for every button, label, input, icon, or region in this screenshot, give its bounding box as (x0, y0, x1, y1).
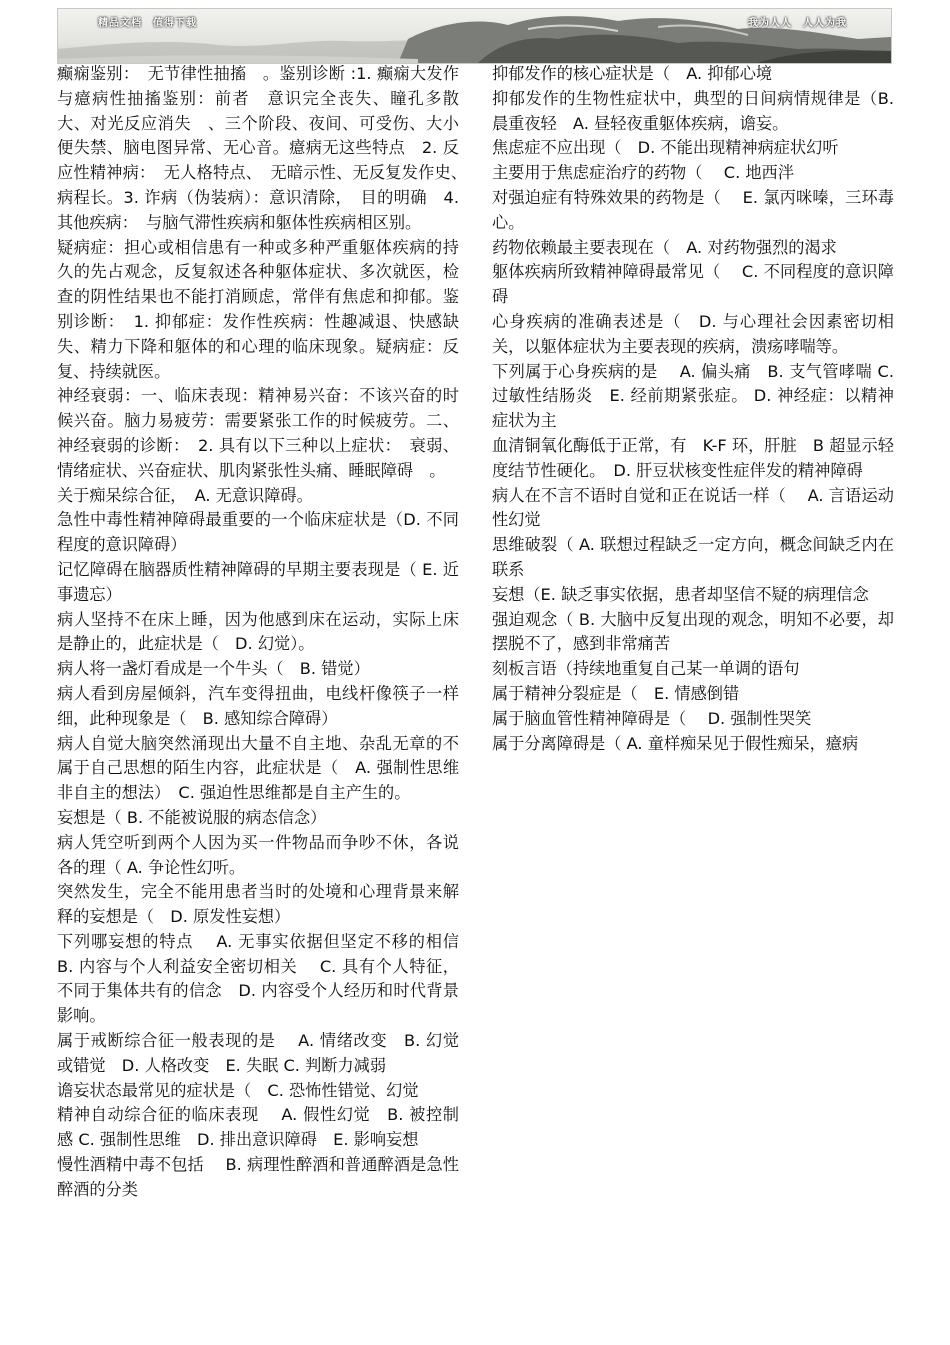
paragraph: 抑郁发作的生物性症状中，典型的日间病情规律是（B. 晨重夜轻 A. 昼轻夜重躯体疾病，谵妄。 (492, 88, 894, 133)
paragraph: 病人坚持不在床上睡，因为他感到床在运动，实际上床是静止的，此症状是（ D. 幻觉）。 (57, 609, 459, 654)
paragraph: 妄想（E. 缺乏事实依据，患者却坚信不疑的病理信念 (492, 584, 869, 604)
paragraph: 主要用于焦虑症治疗的药物（ C. 地西泮 (492, 163, 794, 183)
paragraph: 对强迫症有特殊效果的药物是（ E. 氯丙咪嗪，三环毒心。 (492, 187, 894, 232)
paragraph: 强迫观念（ B. 大脑中反复出现的观念，明知不必要，却摆脱不了，感到非常痛苦 (492, 609, 894, 654)
header-left-text: 精品文档 值得下载 (98, 18, 197, 29)
paragraph: 突然发生，完全不能用患者当时的处境和心理背景来解释的妄想是（ D. 原发性妄想） (57, 882, 459, 927)
paragraph: 关于痴呆综合征， A. 无意识障碍。 (57, 485, 313, 505)
paragraph: 急性中毒性精神障碍最重要的一个临床症状是（D. 不同程度的意识障碍） (57, 510, 459, 555)
paragraph: 刻板言语（持续地重复自己某一单调的语句 (492, 659, 800, 679)
left-column (57, 62, 476, 1203)
paragraph: 病人在不言不语时自觉和正在说话一样（ A. 言语运动性幻觉 (492, 485, 894, 530)
paragraph: 心身疾病的准确表述是（ D. 与心理社会因素密切相关，以躯体症状为主要表现的疾病，溃疡哮喘等。 (492, 311, 894, 356)
header-right-text: 我为人人 人人为我 (748, 18, 847, 29)
paragraph: 记忆障碍在脑器质性精神障碍的早期主要表现是（ E. 近事遗忘） (57, 559, 459, 604)
paragraph: 思维破裂（ A. 联想过程缺乏一定方向，概念间缺乏内在联系 (492, 535, 894, 579)
paragraph: 躯体疾病所致精神障碍最常见（ C. 不同程度的意识障碍 (492, 262, 894, 307)
paragraph: 癫痫鉴别： 无节律性抽搐 。鉴别诊断 :1. 癫痫大发作与癔病性抽搐鉴别：前者 意识完全丧失、瞳孔多散大、对光反应消失 、三个阶段、夜间、可受伤、大小便失禁、脑电图异常、无心音。癔病无这些特点 2. 反应性精神病： 无人格特点、 无暗示性、无反复发作史、 病程长。3. 诈病（伪装病）：意识清除， 目的明确 4. 其他疾病： 与脑气滞性疾病和躯体性疾病相区别。 (57, 64, 476, 232)
paragraph: 精神自动综合征的临床表现 A. 假性幻觉 B. 被控制感 C. 强制性思维 D. 排出意识障碍 E. 影响妄想 (57, 1105, 459, 1150)
paragraph: 药物依赖最主要表现在（ A. 对药物强烈的渴求 (492, 237, 837, 257)
paragraph: 谵妄状态最常见的症状是（ C. 恐怖性错觉、幻觉 (57, 1080, 419, 1100)
paragraph: 属于精神分裂症是（ E. 情感倒错 (492, 683, 740, 703)
paragraph: 病人凭空听到两个人因为买一件物品而争吵不休，各说各的理（ A. 争论性幻听。 (57, 832, 459, 877)
paragraph: 抑郁发作的核心症状是（ A. 抑郁心境 (492, 64, 773, 83)
paragraph: 疑病症：担心或相信患有一种或多种严重躯体疾病的持久的先占观念，反复叙述各种躯体症状、多次就医，检查的阴性结果也不能打消顾虑，常伴有焦虑和抑郁。鉴别诊断： 1. 抑郁症：发作性疾病：性趣减退、快感缺失、精力下降和躯体的和心理的临床现象。疑病症：反复、持续就医。 (57, 237, 459, 381)
paragraph: 焦虑症不应出现（ D. 不能出现精神病症状幻听 (492, 138, 839, 158)
paragraph: 神经衰弱：一、临床表现：精神易兴奋：不该兴奋的时候兴奋。脑力易疲劳：需要紧张工作的时候疲劳。二、神经衰弱的诊断： 2. 具有以下三种以上症状： 衰弱、情绪症状、兴奋症状、肌肉紧张性头痛、睡眠障碍 。 (57, 386, 459, 480)
paragraph: 属于戒断综合征一般表现的是 A. 情绪改变 B. 幻觉或错觉 D. 人格改变 E. 失眠 C. 判断力减弱 (57, 1031, 459, 1075)
paragraph: 下列哪妄想的特点 A. 无事实依据但坚定不移的相信 B. 内容与个人利益安全密切相关 C. 具有个人特征，不同于集体共有的信念 D. 内容受个人经历和时代背景影响。 (57, 931, 476, 1026)
paragraph: 血清铜氧化酶低于正常，有 K-F 环，肝脏 B 超显示轻度结节性硬化。 D. 肝豆状核变性症伴发的精神障碍 (492, 435, 894, 480)
paragraph: 下列属于心身疾病的是 A. 偏头痛 B. 支气管哮喘 C. 过敏性结肠炎 E. 经前期紧张症。 D. 神经症：以精神症状为主 (492, 361, 894, 431)
paragraph: 妄想是（ B. 不能被说服的病态信念） (57, 807, 327, 827)
header-banner (57, 8, 892, 64)
right-column (492, 62, 894, 756)
paragraph: 病人看到房屋倾斜，汽车变得扭曲，电线杆像筷子一样细，此种现象是（ B. 感知综合障碍） (57, 683, 459, 728)
paragraph: 病人自觉大脑突然涌现出大量不自主地、杂乱无章的不属于自己思想的陌生内容，此症状是（ A. 强制性思维非自主的想法） C. 强迫性思维都是自主产生的。 (57, 733, 460, 803)
paragraph: 属于脑血管性精神障碍是（ D. 强制性哭笑 (492, 708, 812, 728)
paragraph: 慢性酒精中毒不包括 B. 病理性醉酒和普通醉酒是急性醉酒的分类 (57, 1155, 459, 1199)
paragraph: 属于分离障碍是（ A. 童样痴呆见于假性痴呆，癔病 (492, 733, 859, 753)
paragraph: 病人将一盏灯看成是一个牛头（ B. 错觉） (57, 659, 370, 679)
